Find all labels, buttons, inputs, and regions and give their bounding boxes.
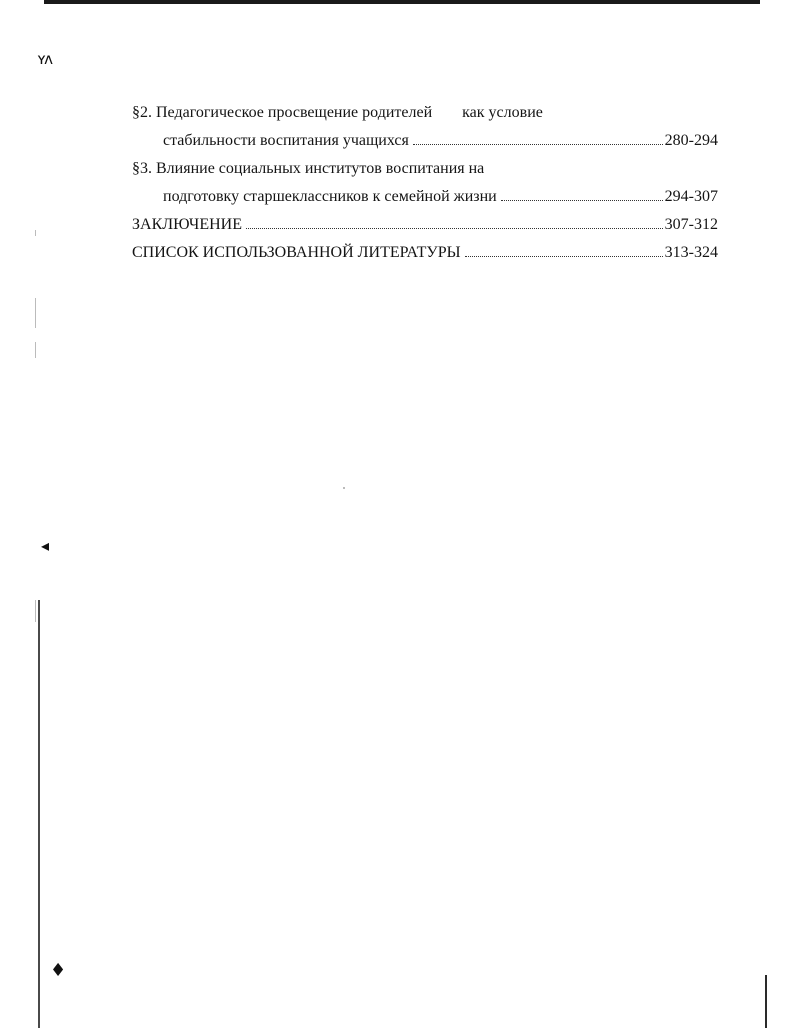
- scan-right-edge: [765, 975, 767, 1028]
- scan-speck: [35, 600, 36, 622]
- toc-dot-leader: [246, 228, 663, 229]
- toc-entry-title: §2. Педагогическое просвещение родителей: [132, 104, 433, 121]
- toc-entry-line: [132, 127, 718, 155]
- toc-entry-title: §3. Влияние социальных институтов воспитания на: [132, 160, 485, 177]
- toc-dot-leader: [413, 144, 663, 145]
- scan-smudge-mark: ◂: [41, 536, 50, 555]
- toc-entry-line: [132, 211, 718, 239]
- toc-entry-title: подготовку старшеклассников к семейной жизни: [163, 188, 497, 205]
- toc-entry-title: ЗАКЛЮЧЕНИЕ: [132, 216, 242, 233]
- toc-dot-leader: [501, 200, 663, 201]
- toc-entry-line: [132, 239, 718, 267]
- scan-left-edge: [38, 600, 40, 1028]
- scan-smudge-mark: ʏʌ: [37, 50, 52, 68]
- toc-entry-line: [132, 99, 718, 127]
- toc-entry-line: [132, 183, 718, 211]
- scan-speck: [35, 298, 36, 328]
- toc-entry-title: стабильности воспитания учащихся: [163, 132, 409, 149]
- scan-speck: [343, 487, 345, 489]
- toc-entry-title: СПИСОК ИСПОЛЬЗОВАННОЙ ЛИТЕРАТУРЫ: [132, 244, 461, 261]
- toc-dot-leader: [465, 256, 663, 257]
- toc-entry-title-continued: как условие: [462, 104, 543, 121]
- scan-speck: [35, 342, 36, 358]
- toc-entry-line: [132, 155, 718, 183]
- toc-page-range: 307-312: [664, 216, 718, 233]
- scan-speck: [35, 230, 36, 236]
- table-of-contents: [132, 99, 718, 267]
- scan-smudge-mark: ♦: [50, 960, 67, 981]
- toc-page-range: 280-294: [664, 132, 718, 149]
- toc-page-range: 294-307: [664, 188, 718, 205]
- scan-top-edge: [44, 0, 760, 4]
- toc-page-range: 313-324: [664, 244, 718, 261]
